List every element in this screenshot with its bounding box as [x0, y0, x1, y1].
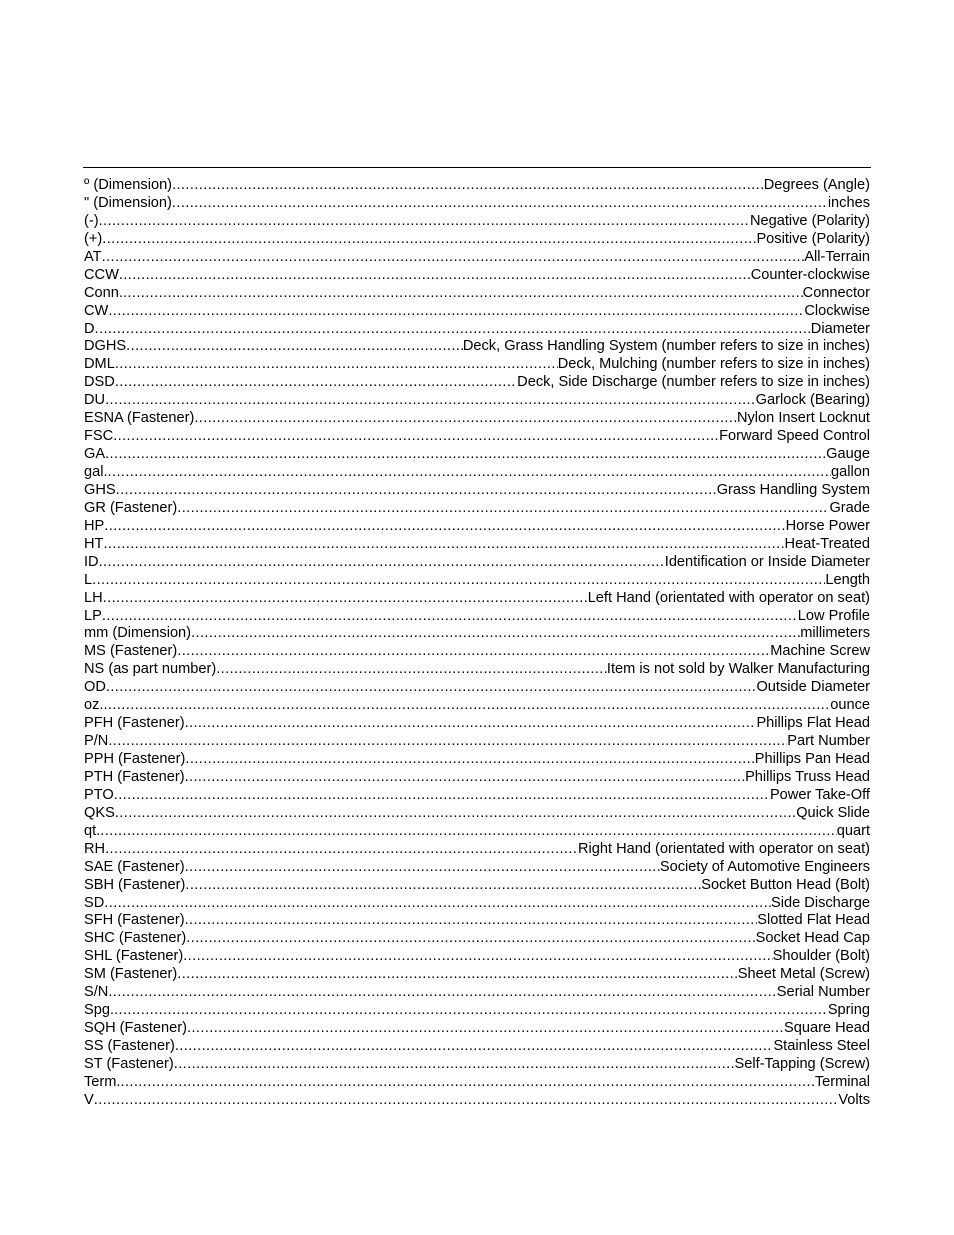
- abbreviation-definition: Shoulder (Bolt): [772, 948, 870, 965]
- abbreviation-term: RH: [84, 840, 106, 857]
- abbreviation-row: [84, 303, 870, 321]
- abbreviation-definition: Deck, Side Discharge (number refers to size in inches): [517, 374, 870, 391]
- abbreviation-row: [84, 572, 870, 590]
- abbreviation-term: SQH (Fastener): [84, 1020, 187, 1037]
- dot-leader: [194, 410, 737, 428]
- abbreviation-row: [84, 715, 870, 733]
- abbreviation-definition: Low Profile: [797, 607, 870, 624]
- abbreviation-term: ID: [84, 553, 99, 570]
- dot-leader: [115, 356, 558, 374]
- abbreviation-term: LH: [84, 589, 103, 606]
- abbreviation-row: [84, 500, 870, 518]
- dot-leader: [102, 231, 756, 249]
- abbreviation-term: DML: [84, 356, 115, 373]
- abbreviation-term: FSC: [84, 428, 114, 445]
- abbreviation-term: Spg.: [84, 1002, 115, 1019]
- abbreviation-definition: Horse Power: [785, 517, 870, 534]
- abbreviation-definition: All-Terrain: [804, 248, 870, 265]
- abbreviation-definition: Item is not sold by Walker Manufacturing: [606, 661, 870, 678]
- dot-leader: [105, 841, 578, 859]
- abbreviation-definition: Identification or Inside Diameter: [664, 553, 870, 570]
- abbreviation-term: (-): [84, 212, 99, 229]
- abbreviation-definition: Phillips Truss Head: [745, 768, 870, 785]
- abbreviation-term: QKS: [84, 804, 115, 821]
- abbreviation-definition: gallon: [831, 464, 870, 480]
- abbreviation-definition: Society of Automotive Engineers: [659, 858, 870, 875]
- abbreviation-definition: Connector: [802, 284, 870, 301]
- abbreviation-term: S/N: [84, 984, 109, 1001]
- dot-leader: [177, 643, 770, 661]
- abbreviation-term: CW: [84, 302, 109, 319]
- abbreviation-row: [84, 177, 870, 195]
- abbreviation-term: Conn.: [84, 284, 123, 301]
- abbreviation-term: SHC (Fastener): [84, 930, 187, 947]
- abbreviation-definition: millimeters: [800, 625, 870, 642]
- dot-leader: [108, 303, 804, 321]
- abbreviation-row: [84, 518, 870, 536]
- dot-leader: [105, 446, 826, 464]
- abbreviation-list: [84, 177, 870, 1110]
- dot-leader: [108, 984, 776, 1002]
- abbreviation-definition: Spring: [827, 1002, 870, 1019]
- abbreviation-definition: Phillips Pan Head: [754, 751, 870, 767]
- abbreviation-definition: Volts: [838, 1091, 870, 1108]
- abbreviation-row: [84, 1038, 870, 1056]
- abbreviation-row: [84, 285, 870, 303]
- abbreviation-definition: Grass Handling System: [716, 481, 870, 498]
- abbreviation-definition: Deck, Mulching (number refers to size in inches): [557, 356, 870, 373]
- abbreviation-term: AT: [84, 248, 102, 265]
- abbreviation-row: [84, 697, 870, 715]
- dot-leader: [185, 912, 758, 930]
- abbreviation-definition: Side Discharge: [771, 894, 870, 911]
- abbreviation-row: [84, 787, 870, 805]
- dot-leader: [114, 787, 770, 805]
- dot-leader: [103, 697, 830, 715]
- dot-leader: [185, 877, 701, 895]
- abbreviation-definition: Serial Number: [776, 984, 870, 1001]
- dot-leader: [108, 464, 832, 482]
- abbreviation-row: [84, 482, 870, 500]
- dot-leader: [126, 338, 463, 356]
- abbreviation-term: L: [84, 571, 93, 588]
- abbreviation-definition: inches: [827, 194, 870, 211]
- abbreviation-term: SS (Fastener): [84, 1038, 175, 1054]
- abbreviation-row: [84, 1002, 870, 1020]
- abbreviation-term: HP: [84, 517, 105, 534]
- abbreviation-term: ESNA (Fastener): [84, 410, 195, 427]
- dot-leader: [103, 590, 588, 608]
- abbreviation-row: [84, 213, 870, 231]
- dot-leader: [177, 966, 738, 984]
- dot-leader: [172, 195, 828, 213]
- abbreviation-row: [84, 679, 870, 697]
- abbreviation-row: [84, 895, 870, 913]
- abbreviation-definition: Terminal: [814, 1073, 870, 1090]
- abbreviation-row: [84, 661, 870, 679]
- dot-leader: [186, 930, 755, 948]
- abbreviation-row: [84, 195, 870, 213]
- abbreviation-row: [84, 751, 870, 769]
- abbreviation-term: SD: [84, 894, 105, 911]
- abbreviation-definition: Grade: [829, 499, 870, 516]
- dot-leader: [185, 751, 754, 769]
- abbreviation-row: [84, 625, 870, 643]
- dot-leader: [185, 715, 757, 733]
- abbreviation-term: SFH (Fastener): [84, 912, 185, 929]
- abbreviation-definition: Part Number: [787, 733, 870, 750]
- abbreviation-term: PPH (Fastener): [84, 751, 186, 767]
- abbreviation-definition: Clockwise: [804, 302, 870, 319]
- abbreviation-row: [84, 249, 870, 267]
- abbreviation-definition: Left Hand (orientated with operator on seat): [587, 589, 870, 606]
- abbreviation-definition: Machine Screw: [770, 643, 870, 660]
- abbreviation-term: DSD: [84, 374, 115, 391]
- abbreviation-term: SM (Fastener): [84, 966, 178, 983]
- abbreviation-row: [84, 841, 870, 859]
- abbreviation-row: [84, 356, 870, 374]
- abbreviation-term: PTH (Fastener): [84, 768, 185, 785]
- abbreviation-row: [84, 930, 870, 948]
- abbreviation-definition: Garlock (Bearing): [755, 392, 870, 409]
- dot-leader: [185, 859, 660, 877]
- abbreviation-row: [84, 374, 870, 392]
- header-divider: [83, 167, 871, 168]
- abbreviation-row: [84, 643, 870, 661]
- dot-leader: [105, 392, 756, 410]
- abbreviation-row: [84, 464, 870, 482]
- abbreviation-definition: Slotted Flat Head: [757, 912, 870, 929]
- abbreviation-term: qt.: [84, 822, 101, 839]
- abbreviation-row: [84, 984, 870, 1002]
- dot-leader: [95, 321, 811, 339]
- abbreviation-row: [84, 877, 870, 895]
- abbreviation-definition: Nylon Insert Locknut: [736, 410, 870, 427]
- abbreviation-term: PFH (Fastener): [84, 715, 185, 732]
- dot-leader: [120, 1074, 814, 1092]
- abbreviation-term: LP: [84, 607, 102, 624]
- abbreviation-row: [84, 1074, 870, 1092]
- abbreviation-term: CCW: [84, 266, 119, 283]
- abbreviation-definition: Negative (Polarity): [749, 212, 870, 229]
- dot-leader: [185, 769, 746, 787]
- abbreviation-row: [84, 338, 870, 356]
- dot-leader: [99, 554, 665, 572]
- abbreviation-definition: Socket Head Cap: [755, 930, 870, 947]
- abbreviation-definition: Stainless Steel: [773, 1038, 870, 1054]
- dot-leader: [102, 249, 805, 267]
- dot-leader: [177, 500, 829, 518]
- abbreviation-definition: Deck, Grass Handling System (number refers to size in inches): [462, 338, 870, 355]
- abbreviation-term: P/N: [84, 733, 109, 750]
- abbreviation-row: [84, 536, 870, 554]
- abbreviation-term: D: [84, 320, 95, 337]
- abbreviation-term: Term.: [84, 1073, 121, 1090]
- dot-leader: [175, 1038, 774, 1056]
- abbreviation-term: NS (as part number): [84, 661, 217, 678]
- dot-leader: [116, 482, 717, 500]
- dot-leader: [119, 267, 751, 285]
- abbreviation-row: [84, 1020, 870, 1038]
- abbreviation-row: [84, 1092, 870, 1110]
- abbreviation-row: [84, 966, 870, 984]
- abbreviation-definition: Heat-Treated: [784, 535, 870, 552]
- abbreviation-row: [84, 428, 870, 446]
- abbreviation-term: " (Dimension): [84, 194, 172, 211]
- abbreviation-row: [84, 948, 870, 966]
- abbreviation-definition: Length: [825, 571, 870, 588]
- abbreviation-definition: ounce: [830, 697, 870, 714]
- abbreviation-term: gal.: [84, 464, 108, 480]
- abbreviation-term: mm (Dimension): [84, 625, 192, 642]
- dot-leader: [113, 428, 719, 446]
- abbreviation-definition: Degrees (Angle): [763, 177, 870, 193]
- dot-leader: [104, 895, 771, 913]
- abbreviation-definition: Gauge: [826, 446, 870, 463]
- abbreviation-definition: Diameter: [810, 320, 870, 337]
- dot-leader: [172, 177, 764, 195]
- abbreviation-row: [84, 590, 870, 608]
- dot-leader: [92, 572, 825, 590]
- abbreviation-row: [84, 912, 870, 930]
- abbreviation-term: DU: [84, 392, 106, 409]
- abbreviation-definition: Power Take-Off: [769, 786, 870, 803]
- dot-leader: [216, 661, 607, 679]
- abbreviation-term: GA: [84, 446, 106, 463]
- dot-leader: [174, 1056, 735, 1074]
- abbreviation-term: oz.: [84, 697, 104, 714]
- dot-leader: [104, 518, 785, 536]
- abbreviation-term: SBH (Fastener): [84, 876, 186, 893]
- abbreviation-definition: Positive (Polarity): [756, 230, 870, 247]
- abbreviation-definition: Self-Tapping (Screw): [734, 1055, 870, 1072]
- dot-leader: [102, 608, 798, 626]
- dot-leader: [115, 374, 517, 392]
- abbreviation-term: (+): [84, 230, 103, 247]
- abbreviation-term: OD: [84, 679, 106, 696]
- dot-leader: [114, 1002, 828, 1020]
- abbreviation-row: [84, 823, 870, 841]
- dot-leader: [123, 285, 803, 303]
- abbreviation-definition: Forward Speed Control: [719, 428, 870, 445]
- dot-leader: [183, 948, 772, 966]
- abbreviation-definition: Outside Diameter: [756, 679, 870, 696]
- abbreviation-term: SAE (Fastener): [84, 858, 185, 875]
- abbreviation-row: [84, 859, 870, 877]
- dot-leader: [99, 213, 750, 231]
- abbreviation-term: SHL (Fastener): [84, 948, 184, 965]
- abbreviation-row: [84, 805, 870, 823]
- abbreviation-term: ST (Fastener): [84, 1055, 174, 1072]
- abbreviation-row: [84, 267, 870, 285]
- abbreviation-row: [84, 769, 870, 787]
- abbreviation-term: GR (Fastener): [84, 499, 178, 516]
- abbreviation-definition: Square Head: [783, 1020, 870, 1037]
- abbreviation-term: PTO: [84, 786, 114, 803]
- abbreviation-term: V: [84, 1091, 94, 1108]
- abbreviation-definition: Socket Button Head (Bolt): [701, 876, 870, 893]
- dot-leader: [100, 823, 837, 841]
- abbreviation-term: MS (Fastener): [84, 643, 178, 660]
- abbreviation-row: [84, 392, 870, 410]
- abbreviation-definition: quart: [836, 822, 870, 839]
- abbreviation-definition: Phillips Flat Head: [756, 715, 870, 732]
- abbreviation-row: [84, 608, 870, 626]
- abbreviation-row: [84, 446, 870, 464]
- dot-leader: [106, 679, 757, 697]
- abbreviation-term: º (Dimension): [84, 177, 173, 193]
- dot-leader: [108, 733, 787, 751]
- abbreviation-term: HT: [84, 535, 104, 552]
- abbreviation-row: [84, 1056, 870, 1074]
- abbreviation-definition: Counter-clockwise: [750, 266, 870, 283]
- abbreviation-term: DGHS: [84, 338, 127, 355]
- abbreviation-row: [84, 231, 870, 249]
- abbreviation-row: [84, 733, 870, 751]
- dot-leader: [191, 625, 800, 643]
- abbreviation-row: [84, 410, 870, 428]
- dot-leader: [187, 1020, 784, 1038]
- abbreviation-definition: Right Hand (orientated with operator on seat): [577, 840, 870, 857]
- dot-leader: [115, 805, 796, 823]
- abbreviation-term: GHS: [84, 481, 116, 498]
- abbreviation-row: [84, 321, 870, 339]
- dot-leader: [103, 536, 784, 554]
- abbreviation-row: [84, 554, 870, 572]
- abbreviation-definition: Sheet Metal (Screw): [737, 966, 870, 983]
- abbreviation-definition: Quick Slide: [796, 804, 870, 821]
- dot-leader: [94, 1092, 839, 1110]
